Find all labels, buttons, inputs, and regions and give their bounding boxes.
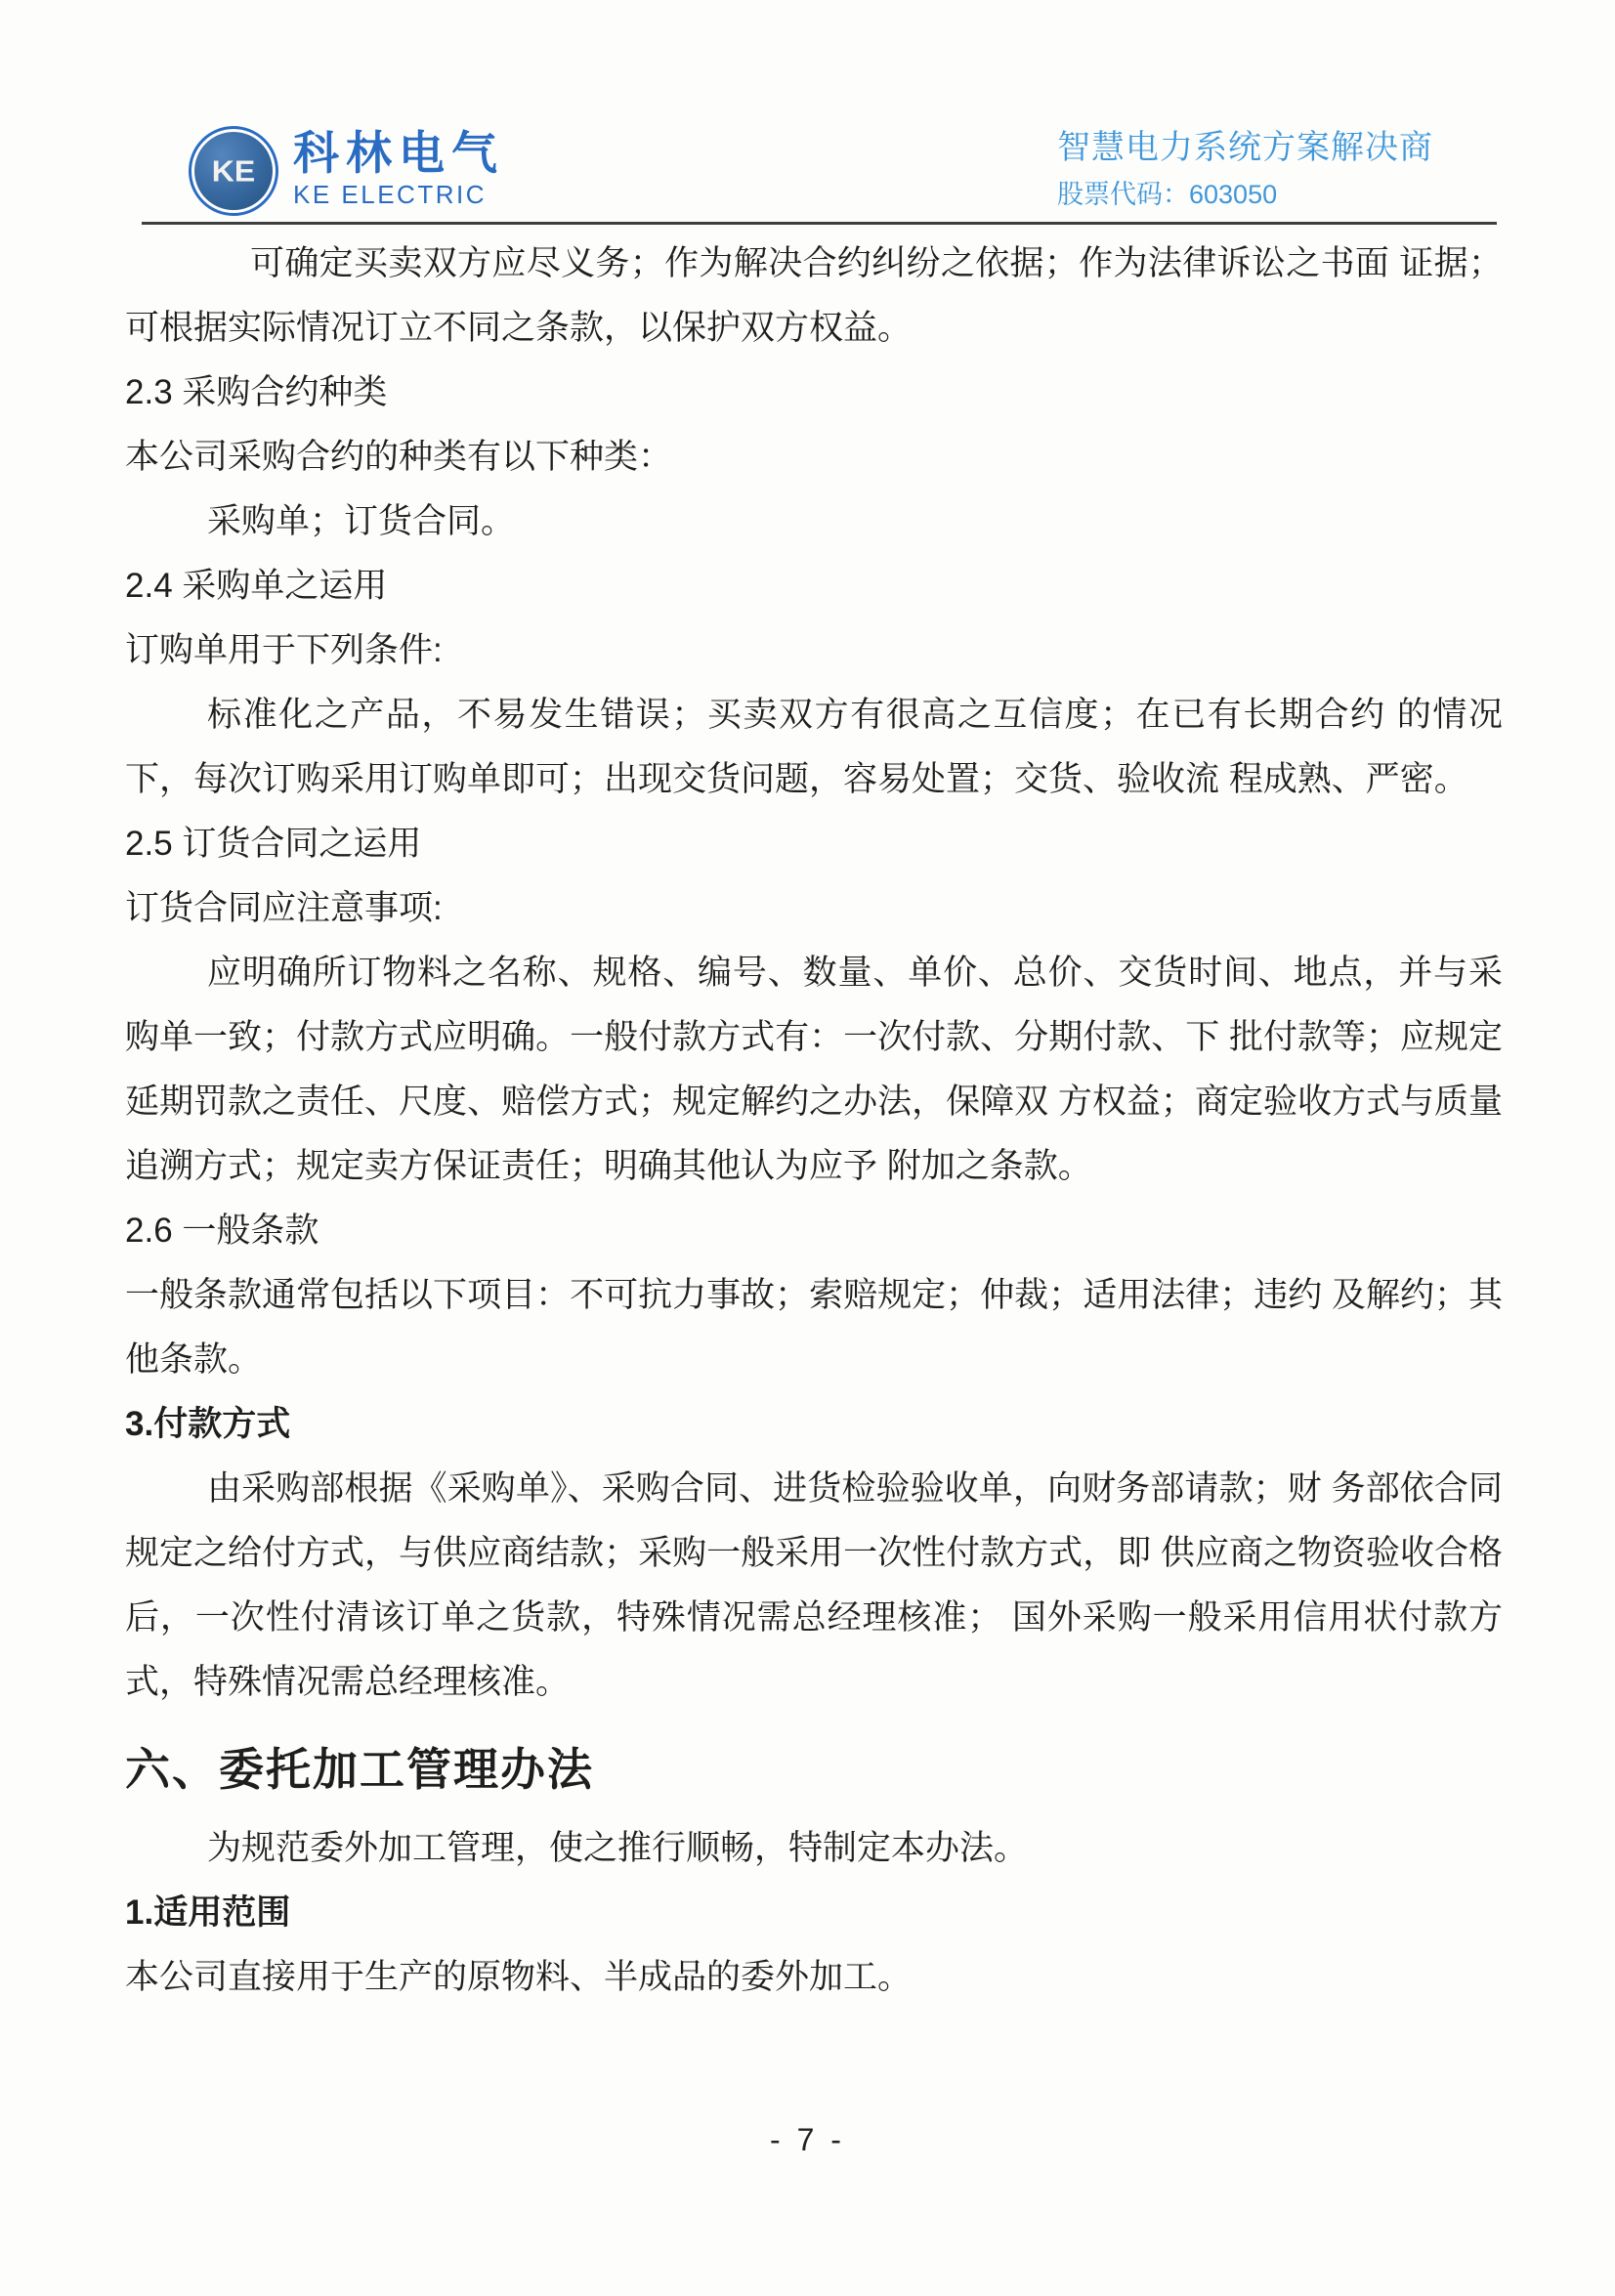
ke-logo-text: KE	[211, 153, 256, 188]
company-slogan: 智慧电力系统方案解决商	[1057, 129, 1433, 166]
section-heading: 2.4 采购单之运用	[125, 567, 388, 605]
page-number: - 7 -	[770, 2122, 845, 2157]
stock-code: 股票代码：603050	[1057, 180, 1278, 209]
ke-logo-icon	[189, 126, 278, 216]
section-heading: 2.3 采购合约种类	[125, 373, 388, 411]
page-footer	[0, 2122, 1615, 2158]
company-logo-text	[293, 128, 504, 208]
body-paragraph: 一般条款通常包括以下项目：不可抗力事故；索赔规定；仲裁；适用法律；违约 及解约；其他条款。	[125, 1276, 1503, 1379]
section-heading: 2.5 订货合同之运用	[125, 825, 422, 863]
body-paragraph: 本公司直接用于生产的原物料、半成品的委外加工。	[125, 1958, 913, 1996]
company-name-cn: 科林电气	[293, 127, 504, 179]
body-paragraph: 由采购部根据《采购单》、采购合同、进货检验验收单，向财务部请款；财 务部依合同规定之给付方式，与供应商结款；采购一般采用一次性付款方式，即 供应商之物资验收合格后，一次性付清该订单之货款，特殊情况需总经理核准； 国外采购一般采用信用状付款方式，特殊情况需总经理核准。	[125, 1469, 1503, 1701]
company-name-en: KE ELECTRIC	[293, 180, 487, 209]
body-paragraph: 标准化之产品，不易发生错误；买卖双方有很高之互信度；在已有长期合约 的情况下，每次订购采用订购单即可；出现交货问题，容易处置；交货、验收流 程成熟、严密。	[125, 696, 1503, 798]
page-header	[142, 0, 1497, 225]
chapter-heading: 六、委托加工管理办法	[125, 1744, 594, 1795]
ke-logo-circle	[194, 132, 273, 210]
body-paragraph: 订购单用于下列条件:	[125, 631, 443, 669]
body-paragraph: 订货合同应注意事项:	[125, 889, 443, 927]
body-paragraph: 应明确所订物料之名称、规格、编号、数量、单价、总价、交货时间、地点，并与采购单一致；付款方式应明确。一般付款方式有：一次付款、分期付款、下 批付款等；应规定延期罚款之责任、尺度、赔偿方式；规定解约之办法，保障双 方权益；商定验收方式与质量追溯方式；规定卖方保证责任；明确其他认为应予 附加之条款。	[125, 954, 1503, 1185]
document-body	[125, 232, 1503, 2010]
section-heading: 1.适用范围	[125, 1893, 291, 1932]
body-paragraph: 本公司采购合约的种类有以下种类：	[125, 438, 673, 476]
header-right	[1057, 128, 1433, 209]
section-heading: 3.付款方式	[125, 1405, 291, 1443]
body-paragraph: 为规范委外加工管理，使之推行顺畅，特制定本办法。	[207, 1829, 1029, 1867]
body-paragraph: 采购单；订货合同。	[207, 502, 516, 540]
section-heading: 2.6 一般条款	[125, 1212, 319, 1250]
body-paragraph: 可确定买卖双方应尽义务；作为解决合约纠纷之依据；作为法律诉讼之书面 证据；可根据实际情况订立不同之条款，以保护双方权益。	[125, 244, 1503, 347]
